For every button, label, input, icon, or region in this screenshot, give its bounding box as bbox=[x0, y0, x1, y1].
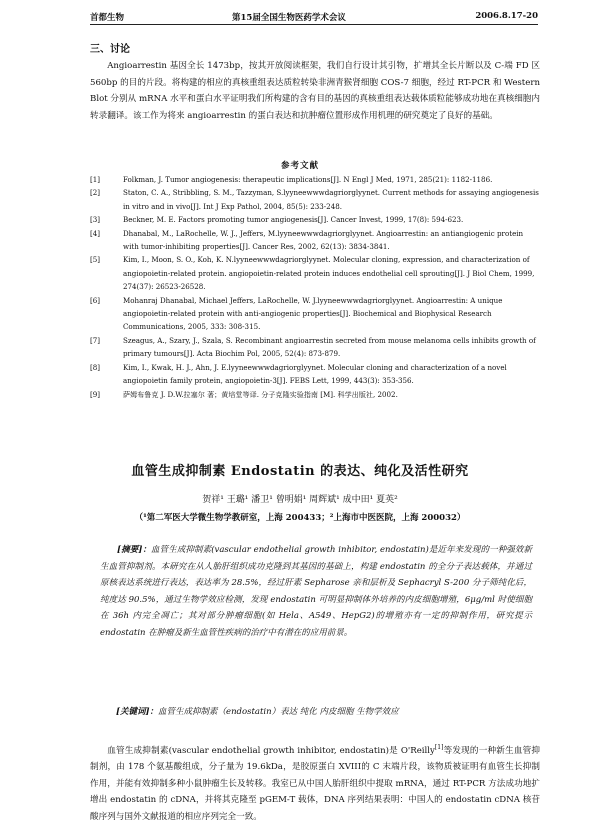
reference-number: [2] bbox=[90, 188, 101, 198]
body-paragraph bbox=[90, 740, 540, 825]
reference-number: [3] bbox=[90, 215, 101, 225]
reference-item bbox=[90, 227, 540, 254]
reference-text: 萨姆布鲁克 J. D.W.拉塞尔 著；黄培堂等译. 分子克隆实验指南 [M]. 科学出版社, 2002. bbox=[123, 389, 398, 399]
references-title: 参考文献 bbox=[280, 161, 319, 171]
reference-text: Folkman, J. Tumor angiogenesis: therapeutic implications[J]. N Engl J Med, 1971, 285(21): 1182-1186. bbox=[123, 175, 493, 184]
body-text-b: 等发现的一种新生血管抑制剂，由 178 个氨基酸组成，分子量为 19.6kDa，是胶原蛋白 XVIII的 C 末端片段，该物质被证明有血管生长抑制作用，并能有效抑制多种小鼠肿瘤生长及转移。我室已从中国人胎肝组织中提取 mRNA，通过 RT-PCR 方法成功地扩增出 endostatin 的 cDNA，并将其克隆至 pGEM-T 载体，DNA 序列结果表明：中国人的 endostatin cDNA 核苷酸序列与国外文献报道的相应序列完全一致。 bbox=[90, 745, 540, 822]
reference-text: Szeagus, A., Szary, J., Szala, S. Recombinant angioarrestin secreted from mouse melanoma cells inhibits growth of primary tumours[J]. Acta Biochim Pol, 2005, 52(4): 873-879. bbox=[123, 335, 536, 359]
header-right: 2006.8.17-20 bbox=[475, 11, 538, 21]
discussion-heading: 三、讨论 bbox=[90, 44, 130, 55]
article-affiliation: （¹第二军医大学微生物学教研室，上海 200433；²上海市中医医院，上海 200032） bbox=[134, 513, 466, 523]
reference-item bbox=[90, 213, 540, 226]
reference-list bbox=[90, 173, 540, 401]
article-authors: 贺祥¹ 王璐¹ 潘卫¹ 曾明娟¹ 周辉斌¹ 成中田¹ 夏英² bbox=[202, 495, 398, 505]
reference-number: [1] bbox=[90, 175, 101, 184]
reference-text: Dhanabal, M., LaRochelle, W. J., Jeffers, M.lyyneewwwdagriorglyynet. Angioarrestin: an antiangiogenic protein with tumor-inhibiting properties[J]. Cancer Res, 2002, 62(13): 3834-3841. bbox=[123, 228, 524, 252]
keywords-text: 血管生成抑制素（endostatin）表达 纯化 内皮细胞 生物学效应 bbox=[158, 707, 399, 717]
reference-item bbox=[90, 334, 540, 361]
abstract-text: 血管生成抑制素(vascular endothelial growth inhibitor, endostatin)是近年来发现的一种强效新生血管抑制剂。本研究在从人胎肝组织成功克隆到其基因的基础上，构建 endostatin 的全分子表达载体，并通过原核表达系统进行表达，表达率为 28.5%，经过肝素 Sepharose 亲和层析及 Sephacryl S-200 分子筛纯化后，纯度达 90.5%，通过生物学效应检测，发现 endostatin 可明显抑制体外培养的内皮细胞增殖，6μg/ml 时使细胞在 36h 内完全凋亡；其对部分肿瘤细胞(如 Hela、A549、HepG2)的增殖亦有一定的抑制作用，研究提示 endostatin 在肿瘤及新生血管性疾病的治疗中有潜在的应用前景。 bbox=[100, 545, 532, 638]
article-title: 血管生成抑制素 Endostatin 的表达、纯化及活性研究 bbox=[131, 464, 469, 479]
reference-number: [8] bbox=[90, 362, 101, 372]
header-center: 第15届全国生物医药学术会议 bbox=[232, 13, 346, 23]
abstract-label: [摘要]： bbox=[117, 545, 152, 555]
body-text-a: 血管生成抑制素(vascular endothelial growth inhibitor, endostatin)是 O'Reilly bbox=[107, 745, 435, 756]
reference-item bbox=[90, 294, 540, 334]
reference-item bbox=[90, 361, 540, 388]
reference-text: Kim, I., Kwak, H. J., Ahn, J. E.lyyneewwwdagriorglyynet. Molecular cloning and characterization of a novel angiopoietin family protein, angiopoietin-3[J]. FEBS Lett, 1999, 443(3): 353-356. bbox=[123, 362, 507, 386]
reference-number: [6] bbox=[90, 295, 101, 305]
keywords-label: [关键词]： bbox=[116, 707, 159, 717]
reference-number: [4] bbox=[90, 228, 101, 238]
abstract bbox=[100, 542, 532, 641]
reference-text: Mohanraj Dhanabal, Michael Jeffers, LaRochelle, W. J.lyyneewwwdagriorglyynet. Angioarrestin: A unique angiopoietin-related protein with anti-angiogenic properties[J]. Biochemical and Biophysical Research Communications, 2005, 333: 308-315. bbox=[123, 295, 503, 332]
reference-text: Beckner, M. E. Factors promoting tumor angiogenesis[J]. Cancer Invest, 1999, 17(8): 594-623. bbox=[123, 215, 464, 225]
discussion-paragraph: Angioarrestin 基因全长 1473bp，按其开放阅读框架，我们自行设计其引物，扩增其全长片断以及 C-端 FD 区 560bp 的目的片段。将构建的相应的真核重组表达质粒转染非洲青猴肾细胞 COS-7 细胞，经过 RT-PCR 和 Western Blot 分别从 mRNA 水平和蛋白水平证明我们所构建的含有目的基因的真核重组表达载体质粒能够成功地在真核细胞内转录翻译。该工作为将来 angioarrestin 的蛋白表达和抗肿瘤位置形成作用机理的研究奠定了良好的基础。 bbox=[90, 61, 540, 121]
reference-number: [5] bbox=[90, 255, 101, 265]
running-header bbox=[90, 10, 538, 25]
reference-item bbox=[90, 388, 540, 401]
reference-item bbox=[90, 173, 540, 186]
reference-item bbox=[90, 186, 540, 213]
reference-text: Kim, I., Moon, S. O., Koh, K. N.lyyneewwwdagriorglyynet. Molecular cloning, expression, and characterization of angiopoietin-related protein. angiopoietin-related protein induces endothelial cell sprouting[J]. J Biol Chem, 1999, 274(37): 26523-26528. bbox=[123, 255, 535, 292]
reference-item bbox=[90, 253, 540, 293]
reference-number: [7] bbox=[90, 335, 101, 345]
header-left: 首都生物 bbox=[90, 13, 125, 23]
reference-number: [9] bbox=[90, 389, 101, 399]
keywords bbox=[116, 705, 399, 717]
reference-text: Staton, C. A., Stribbling, S. M., Tazzyman, S.lyyneewwwdagriorglyynet. Current methods for assaying angiogenesis in vitro and in vivo[J]. Int J Exp Pathol, 2004, 85(5): 233-248. bbox=[123, 188, 539, 211]
citation-marker: [1] bbox=[434, 744, 444, 751]
